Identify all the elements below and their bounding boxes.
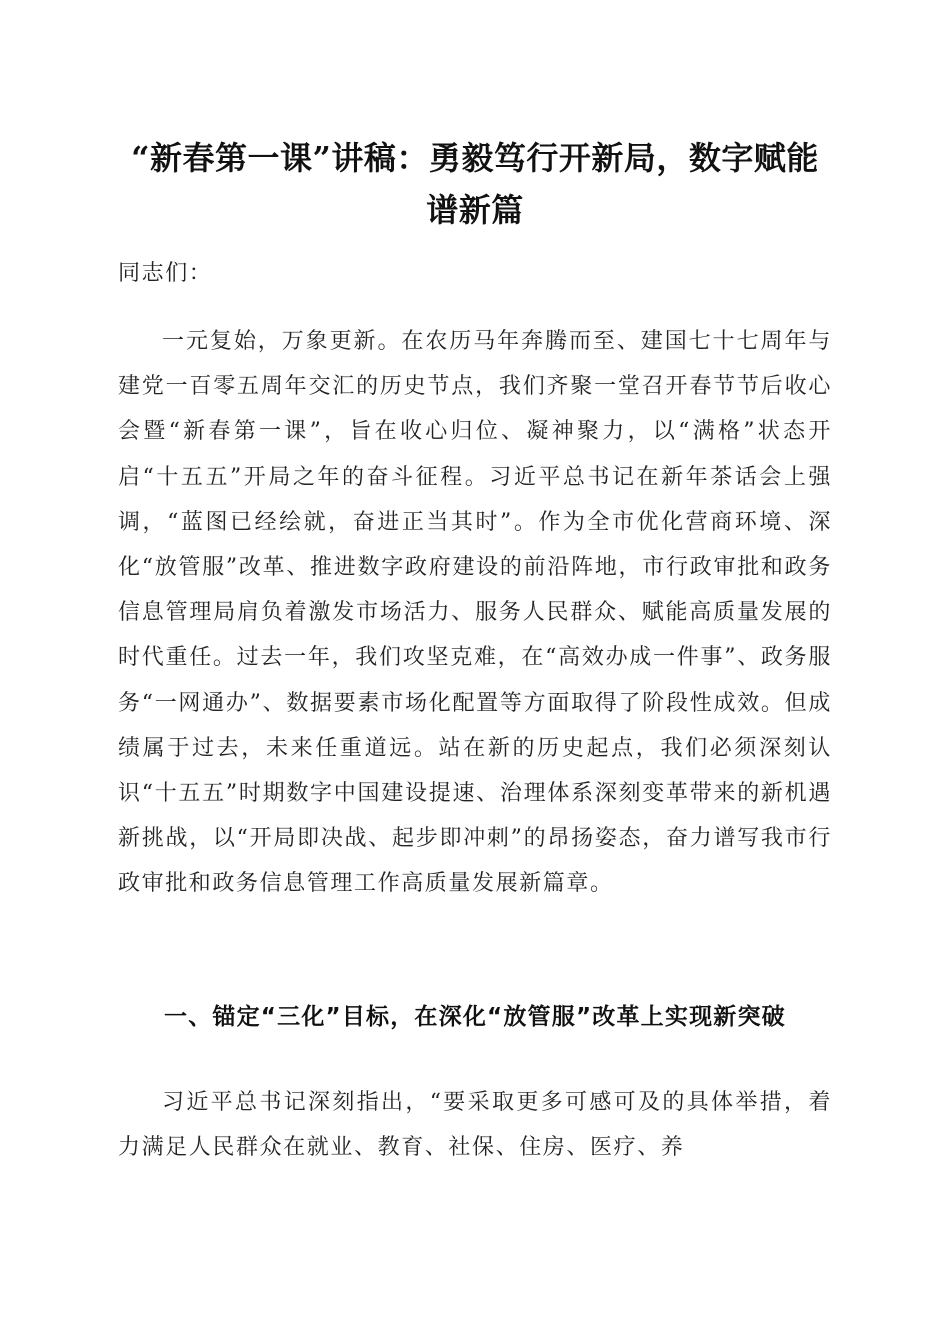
section-paragraph: 习近平总书记深刻指出，“要采取更多可感可及的具体举措，着力满足人民群众在就业、教育、社保、住房、医疗、养	[118, 1090, 832, 1161]
salutation: 同志们：	[118, 261, 213, 286]
document-title: “新春第一课”讲稿：勇毅笃行开新局，数字赋能谱新篇	[131, 139, 819, 229]
section-heading: 一、锚定“三化”目标，在深化“放管服”改革上实现新突破	[164, 1004, 786, 1030]
intro-paragraph: 一元复始，万象更新。在农历马年奔腾而至、建国七十七周年与建党一百零五周年交汇的历史节点，我们齐聚一堂召开春节节后收心会暨“新春第一课”，旨在收心归位、凝神聚力，以“满格”状态开启“十五五”开局之年的奋斗征程。习近平总书记在新年茶话会上强调，“蓝图已经绘就，奋进正当其时”。作为全市优化营商环境、深化“放管服”改革、推进数字政府建设的前沿阵地，市行政审批和政务信息管理局肩负着激发市场活力、服务人民群众、赋能高质量发展的时代重任。过去一年，我们攻坚克难，在“高效办成一件事”、政务服务“一网通办”、数据要素市场化配置等方面取得了阶段性成效。但成绩属于过去，未来任重道远。站在新的历史起点，我们必须深刻认识“十五五”时期数字中国建设提速、治理体系深刻变革带来的新机遇新挑战，以“开局即决战、起步即冲刺”的昂扬姿态，奋力谱写我市行政审批和政务信息管理工作高质量发展新篇章。	[118, 329, 832, 897]
